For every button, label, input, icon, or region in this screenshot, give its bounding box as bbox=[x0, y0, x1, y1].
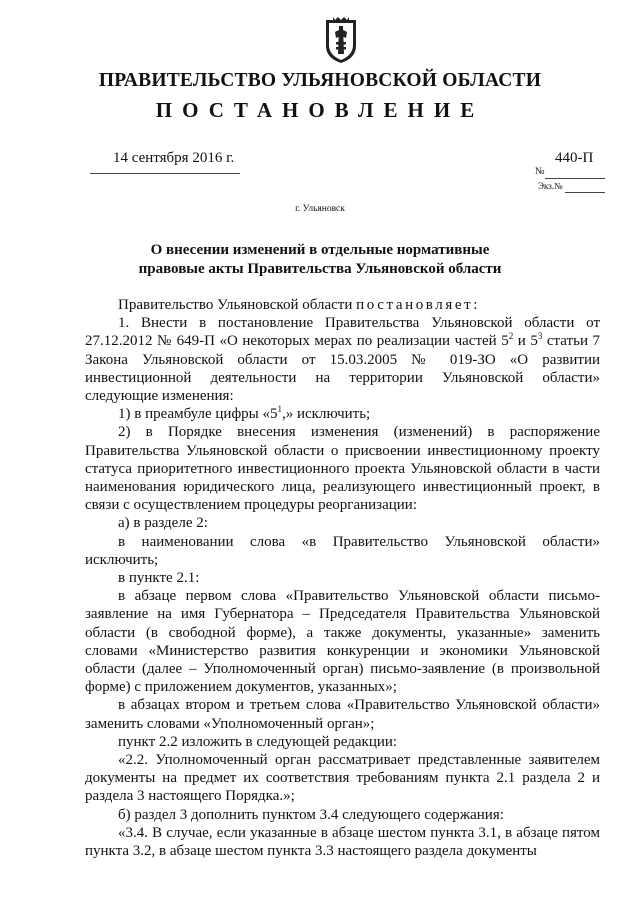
paragraph: «3.4. В случае, если указанные в абзаце шестом пункта 3.1, в абзаце пятом пункта 3.2, в абзаце шестом пункта 3.3 настоящего раздела документы bbox=[85, 824, 600, 860]
subject-line: О внесении изменений в отдельные нормативные bbox=[150, 242, 490, 258]
subject-line: правовые акты Правительства Ульяновской области bbox=[138, 261, 502, 277]
document-type: ПОСТАНОВЛЕНИЕ bbox=[155, 98, 485, 122]
paragraph: б) раздел 3 дополнить пунктом 3.4 следующего содержания: bbox=[118, 806, 504, 823]
paragraph: в пункте 2.1: bbox=[118, 570, 200, 587]
paragraph: в абзаце первом слова «Правительство Ульяновской области письмо-заявление на имя Губернатора – Председателя Правительства Ульяновской области (в свободной форме), а также документы, указанные» заменить словами «Министерство развития конкуренции и экономики Ульяновской области (далее – Уполномоченный орган) письмо-заявление (в произвольной форме) с приложением документов, указанных»; bbox=[85, 588, 600, 696]
paragraph: в абзацах втором и третьем слова «Правительство Ульяновской области» заменить словами «Уполномоченный орган»; bbox=[85, 697, 600, 732]
paragraph: пункт 2.2 изложить в следующей редакции: bbox=[118, 733, 398, 750]
government-title: ПРАВИТЕЛЬСТВО УЛЬЯНОВСКОЙ ОБЛАСТИ bbox=[98, 70, 542, 91]
document-number: 440-П bbox=[555, 150, 594, 166]
paragraph-text: статьи 7 Закона Ульяновской области от 15.03.2005 № 019-ЗО «О развитии инвестиционной деятельности на территории Ульяновской области» следующие изменения: bbox=[85, 333, 600, 405]
paragraph-text: ,» исключить; bbox=[282, 406, 371, 423]
paragraph: а) в разделе 2: bbox=[118, 515, 208, 532]
paragraph bbox=[85, 296, 600, 314]
paragraph-text: Правительство Ульяновской области bbox=[118, 297, 357, 313]
document-date: 14 сентября 2016 г. bbox=[113, 150, 235, 166]
copy-number-label: Экз.№ bbox=[538, 181, 563, 191]
coat-of-arms-icon bbox=[324, 16, 358, 64]
paragraph bbox=[85, 405, 600, 423]
document-body bbox=[85, 296, 600, 860]
place-of-issue: г. Ульяновск bbox=[295, 204, 345, 214]
superscript: 1 bbox=[277, 404, 282, 415]
superscript: 2 bbox=[508, 331, 514, 342]
paragraph-text: и 5 bbox=[513, 333, 538, 350]
paragraph: 2) в Порядке внесения изменения (изменений) в распоряжение Правительства Ульяновской области о присвоении инвестиционному проекту статуса приоритетного инвестиционного проекта Ульяновской области в части наименования юридического лица, реализующего инвестиционный проект, в связи с осуществлением процедуры реорганизации: bbox=[85, 424, 600, 514]
spaced-keyword: постановляет bbox=[356, 297, 474, 313]
paragraph-text: 1. Внести в постановление Правительства Ульяновской области от 27.12.2012 № 649-П «О некоторых мерах по реализации частей 5 bbox=[85, 315, 600, 350]
date-underline bbox=[90, 173, 240, 174]
paragraph: в наименовании слова «в Правительство Ульяновской области» исключить; bbox=[85, 533, 600, 568]
superscript: 3 bbox=[537, 331, 543, 342]
number-underline bbox=[545, 178, 605, 179]
paragraph: «2.2. Уполномоченный орган рассматривает представленные заявителем документы на предмет их соответствия требованиям пункта 2.1 раздела 2 и раздела 3 настоящего Порядка.»; bbox=[85, 752, 600, 805]
number-label: № bbox=[535, 166, 545, 177]
paragraph-text: : bbox=[473, 297, 478, 313]
paragraph-text: 1) в преамбуле цифры «5 bbox=[118, 406, 278, 423]
copy-number-underline bbox=[565, 192, 605, 193]
document-subject bbox=[100, 241, 540, 279]
paragraph bbox=[85, 314, 600, 405]
